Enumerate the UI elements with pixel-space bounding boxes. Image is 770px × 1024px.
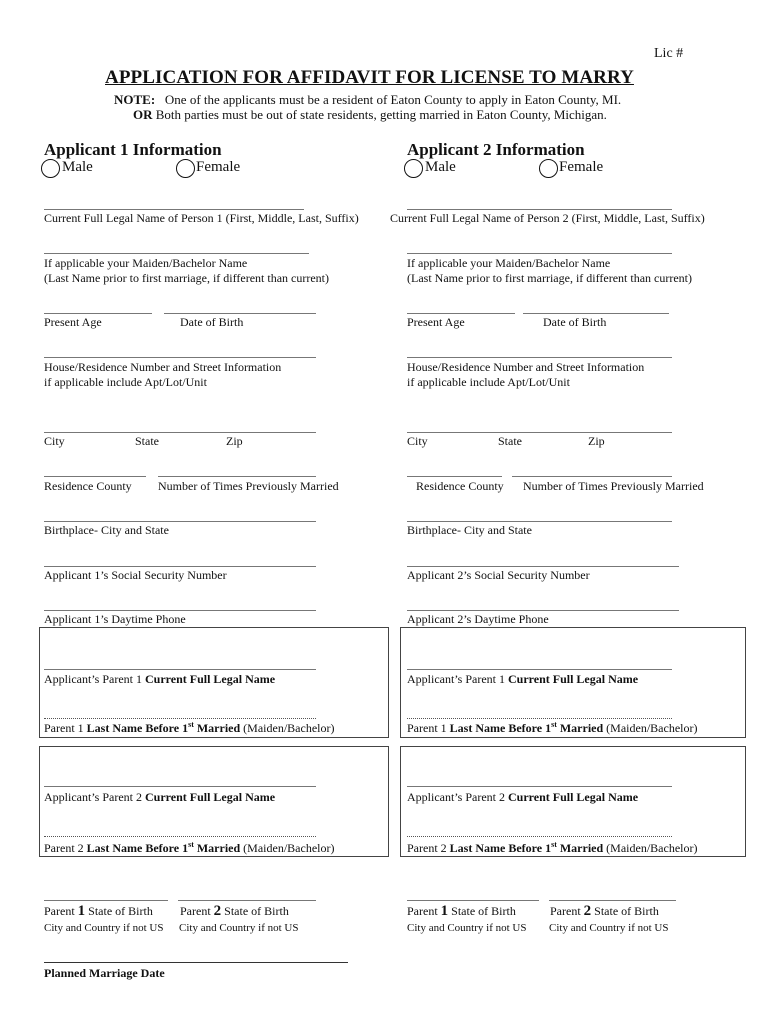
label-prefix: Parent 2 (407, 841, 450, 855)
applicant1-birthplace-field[interactable] (44, 521, 316, 522)
applicant1-zip-label: Zip (226, 434, 243, 448)
applicant2-parent1-maiden-field[interactable] (407, 718, 672, 719)
applicant2-parent2-birthplace-field[interactable] (549, 900, 676, 901)
state-of-birth-text: State of Birth (88, 904, 153, 918)
applicant2-address-label-2: if applicable include Apt/Lot/Unit (407, 375, 570, 389)
applicant2-address-field[interactable] (407, 357, 672, 358)
label-prefix: Applicant’s Parent 1 (407, 672, 508, 686)
applicant1-city-label: City (44, 434, 65, 448)
applicant1-ssn-field[interactable] (44, 566, 316, 567)
applicant2-county-label: Residence County (416, 479, 504, 493)
applicant2-city-label: City (407, 434, 428, 448)
applicant2-dob-label: Date of Birth (543, 315, 607, 329)
applicant1-heading: Applicant 1 Information (44, 140, 222, 159)
label-bold: Last Name Before 1 (86, 721, 189, 735)
applicant2-dob-field[interactable] (523, 313, 669, 314)
applicant2-parent2-name-label (407, 790, 638, 805)
applicant2-address-label-1: House/Residence Number and Street Information (407, 360, 645, 374)
applicant2-times-married-field[interactable] (512, 476, 672, 477)
state-of-birth-text: State of Birth (224, 904, 289, 918)
label-bold: Current Full Legal Name (144, 672, 276, 686)
label-suffix: (Maiden/Bachelor) (240, 841, 335, 855)
applicant1-address-label-1: House/Residence Number and Street Information (44, 360, 282, 374)
applicant1-county-field[interactable] (44, 476, 146, 477)
applicant1-city-state-zip-field[interactable] (44, 432, 316, 433)
applicant1-parent2-name-label (44, 790, 275, 805)
label-sup: st (188, 720, 194, 729)
label-prefix: Parent 1 (44, 721, 87, 735)
applicant2-name-label: Current Full Legal Name of Person 2 (First, Middle, Last, Suffix) (390, 211, 705, 225)
applicant2-county-field[interactable] (407, 476, 502, 477)
label-prefix: Applicant’s Parent 1 (44, 672, 145, 686)
planned-marriage-date-label: Planned Marriage Date (44, 966, 165, 980)
applicant2-maiden-field[interactable] (407, 253, 672, 254)
note-label: NOTE: (114, 92, 156, 107)
applicant1-address-field[interactable] (44, 357, 316, 358)
applicant2-parent1-name-field[interactable] (407, 669, 672, 670)
applicant1-parent2-name-field[interactable] (44, 786, 316, 787)
applicant2-parent2-maiden-field[interactable] (407, 836, 672, 837)
applicant2-parent1-maiden-label (407, 720, 697, 736)
applicant2-parent1-country-note: City and Country if not US (407, 922, 527, 934)
parent-word: Parent (180, 904, 211, 918)
applicant1-parent1-maiden-label (44, 720, 334, 736)
license-number-label: Lic # (654, 46, 684, 61)
applicant2-times-married-label: Number of Times Previously Married (523, 479, 704, 493)
applicant2-name-field[interactable] (407, 209, 672, 210)
applicant2-birthplace-label: Birthplace- City and State (407, 523, 532, 537)
applicant1-parent1-maiden-field[interactable] (44, 718, 316, 719)
applicant1-age-field[interactable] (44, 313, 152, 314)
applicant2-ssn-label: Applicant 2’s Social Security Number (407, 568, 590, 582)
applicant1-phone-label: Applicant 1’s Daytime Phone (44, 612, 186, 626)
applicant1-female-label: Female (196, 159, 241, 175)
label-suffix: (Maiden/Bachelor) (240, 721, 335, 735)
applicant1-male-label: Male (62, 159, 93, 175)
applicant1-female-radio[interactable] (176, 159, 195, 178)
label-bold: Current Full Legal Name (507, 790, 639, 804)
applicant1-age-label: Present Age (44, 315, 102, 329)
applicant2-parent2-name-field[interactable] (407, 786, 672, 787)
applicant2-phone-label: Applicant 2’s Daytime Phone (407, 612, 549, 626)
applicant1-name-label: Current Full Legal Name of Person 1 (First, Middle, Last, Suffix) (44, 211, 359, 225)
applicant1-maiden-label-1: If applicable your Maiden/Bachelor Name (44, 256, 248, 270)
label-married: Married (556, 721, 604, 735)
applicant2-parent2-country-note: City and Country if not US (549, 922, 669, 934)
applicant1-parent2-birthplace-label (180, 903, 289, 920)
label-sup: st (188, 840, 194, 849)
parent-number: 2 (583, 903, 592, 919)
label-bold: Last Name Before 1 (449, 841, 552, 855)
applicant2-city-state-zip-field[interactable] (407, 432, 672, 433)
label-prefix: Parent 2 (44, 841, 87, 855)
applicant1-parent2-maiden-label (44, 840, 334, 856)
state-of-birth-text: State of Birth (594, 904, 659, 918)
label-bold: Last Name Before 1 (449, 721, 552, 735)
applicant1-male-radio[interactable] (41, 159, 60, 178)
applicant2-male-label: Male (425, 159, 456, 175)
or-text: Both parties must be out of state residents, getting married in Eaton County, Michigan. (155, 107, 607, 122)
applicant2-zip-label: Zip (588, 434, 605, 448)
label-prefix: Applicant’s Parent 2 (407, 790, 508, 804)
parent-word: Parent (44, 904, 75, 918)
note-text: One of the applicants must be a resident of Eaton County to apply in Eaton County, MI. (164, 92, 622, 107)
label-married: Married (556, 841, 604, 855)
parent-number: 2 (213, 903, 222, 919)
parent-word: Parent (407, 904, 438, 918)
applicant2-age-label: Present Age (407, 315, 465, 329)
applicant2-parent1-birthplace-field[interactable] (407, 900, 539, 901)
applicant1-parent2-birthplace-field[interactable] (178, 900, 316, 901)
planned-marriage-date-field[interactable] (44, 962, 348, 963)
applicant1-name-field[interactable] (44, 209, 304, 210)
applicant1-phone-field[interactable] (44, 610, 316, 611)
label-married: Married (193, 721, 241, 735)
applicant2-heading: Applicant 2 Information (407, 140, 585, 159)
applicant1-county-label: Residence County (44, 479, 132, 493)
applicant2-maiden-label-1: If applicable your Maiden/Bachelor Name (407, 256, 611, 270)
note-line (114, 92, 621, 108)
label-married: Married (193, 841, 241, 855)
applicant1-parent2-maiden-field[interactable] (44, 836, 316, 837)
applicant1-parent1-birthplace-field[interactable] (44, 900, 168, 901)
label-bold: Current Full Legal Name (144, 790, 276, 804)
parent-number: 1 (77, 903, 86, 919)
applicant1-dob-label: Date of Birth (180, 315, 244, 329)
or-label: OR (133, 107, 153, 122)
applicant2-male-radio[interactable] (404, 159, 423, 178)
applicant2-state-label: State (498, 434, 522, 448)
applicant1-ssn-label: Applicant 1’s Social Security Number (44, 568, 227, 582)
applicant2-parent2-maiden-label (407, 840, 697, 856)
applicant1-state-label: State (135, 434, 159, 448)
applicant1-parent1-name-label (44, 672, 275, 687)
applicant2-female-radio[interactable] (539, 159, 558, 178)
applicant1-maiden-label-2: (Last Name prior to first marriage, if different than current) (44, 271, 329, 285)
parent-number: 1 (440, 903, 449, 919)
applicant2-maiden-label-2: (Last Name prior to first marriage, if different than current) (407, 271, 692, 285)
applicant1-parent1-country-note: City and Country if not US (44, 922, 164, 934)
label-sup: st (551, 840, 557, 849)
applicant1-times-married-label: Number of Times Previously Married (158, 479, 339, 493)
form-title: APPLICATION FOR AFFIDAVIT FOR LICENSE TO MARRY (105, 67, 634, 88)
applicant2-parent1-name-label (407, 672, 638, 687)
applicant1-birthplace-label: Birthplace- City and State (44, 523, 169, 537)
label-suffix: (Maiden/Bachelor) (603, 721, 698, 735)
parent-word: Parent (550, 904, 581, 918)
applicant1-times-married-field[interactable] (158, 476, 316, 477)
applicant2-age-field[interactable] (407, 313, 515, 314)
applicant2-parent2-birthplace-label (550, 903, 659, 920)
applicant2-ssn-field[interactable] (407, 566, 679, 567)
state-of-birth-text: State of Birth (451, 904, 516, 918)
applicant1-address-label-2: if applicable include Apt/Lot/Unit (44, 375, 207, 389)
label-suffix: (Maiden/Bachelor) (603, 841, 698, 855)
label-sup: st (551, 720, 557, 729)
label-bold: Current Full Legal Name (507, 672, 639, 686)
applicant2-phone-field[interactable] (407, 610, 679, 611)
applicant2-birthplace-field[interactable] (407, 521, 672, 522)
applicant1-parent2-country-note: City and Country if not US (179, 922, 299, 934)
label-prefix: Applicant’s Parent 2 (44, 790, 145, 804)
label-bold: Last Name Before 1 (86, 841, 189, 855)
applicant1-dob-field[interactable] (164, 313, 316, 314)
applicant2-parent1-birthplace-label (407, 903, 516, 920)
applicant2-female-label: Female (559, 159, 604, 175)
applicant1-parent1-birthplace-label (44, 903, 153, 920)
applicant1-parent1-name-field[interactable] (44, 669, 316, 670)
label-prefix: Parent 1 (407, 721, 450, 735)
applicant1-maiden-field[interactable] (44, 253, 309, 254)
or-line (133, 107, 607, 123)
